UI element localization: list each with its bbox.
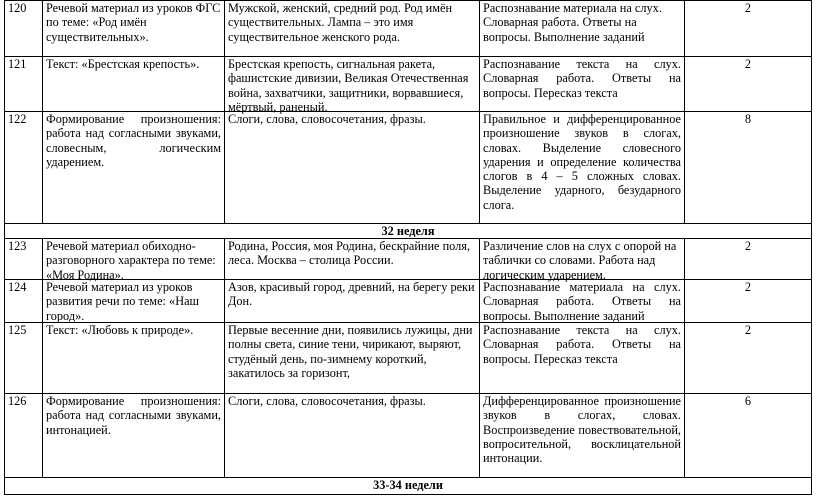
table-row <box>4 239 812 280</box>
lesson-hours: 2 <box>685 1 812 56</box>
lesson-content: Первые весенние дни, появились лужицы, дни полны света, синие тени, чирикают, выряют, студёный день, по-зимнему короткий, закатилось за горизонт, <box>225 323 480 393</box>
lesson-hours: 2 <box>685 323 812 393</box>
week-row <box>4 224 812 239</box>
lesson-number: 121 <box>5 57 43 111</box>
lesson-hours: 2 <box>685 239 812 279</box>
table-row <box>4 394 812 478</box>
week-label: 33-34 недели <box>5 478 812 494</box>
lesson-number: 124 <box>5 280 43 322</box>
lesson-content: Слоги, слова, словосочетания, фразы. <box>225 394 480 477</box>
lesson-content: Азов, красивый город, древний, на берегу реки Дон. <box>225 280 480 322</box>
table-row <box>4 57 812 112</box>
lesson-activity: Распознавание материала на слух. Словарная работа. Ответы на вопросы. Выполнение заданий <box>480 1 685 56</box>
lesson-activity: Распознавание материала на слух. Словарная работа. Ответы на вопросы. Выполнение заданий <box>480 280 685 322</box>
lesson-material: Формирование произношения: работа над согласными звуками, словесным, логическим ударением. <box>43 112 225 223</box>
lesson-hours: 8 <box>685 112 812 223</box>
lesson-material: Речевой материал из уроков ФГС по теме: «Род имён существительных». <box>43 1 225 56</box>
lesson-material: Текст: «Любовь к природе». <box>43 323 225 393</box>
lesson-content: Слоги, слова, словосочетания, фразы. <box>225 112 480 223</box>
table-row <box>4 0 812 57</box>
table-row <box>4 112 812 224</box>
table-row <box>4 323 812 394</box>
lesson-hours: 6 <box>685 394 812 477</box>
table-row <box>4 280 812 323</box>
lesson-material: Речевой материал обиходно-разговорного характера по теме: «Моя Родина». <box>43 239 225 279</box>
lesson-activity: Правильное и дифференцированное произношение звуков в слогах, словах. Выделение словесного ударения и определение количества слогов в 4 – 5 сложных словах. Выделение ударного, безударного слога. <box>480 112 685 223</box>
lesson-number: 122 <box>5 112 43 223</box>
lesson-content: Брестская крепость, сигнальная ракета, фашистские дивизии, Великая Отечественная война, захватчики, защитники, ворвавшиеся, мёртвый, раненый. <box>225 57 480 111</box>
lesson-material: Текст: «Брестская крепость». <box>43 57 225 111</box>
lesson-number: 123 <box>5 239 43 279</box>
lesson-activity: Распознавание текста на слух. Словарная работа. Ответы на вопросы. Пересказ текста <box>480 323 685 393</box>
lesson-content: Мужской, женский, средний род. Род имён существительных. Лампа – это имя существительное женского рода. <box>225 1 480 56</box>
lesson-material: Речевой материал из уроков развития речи по теме: «Наш город». <box>43 280 225 322</box>
lesson-hours: 2 <box>685 280 812 322</box>
lesson-activity: Дифференцированное произношение звуков в слогах, словах. Воспроизведение повествовательной, вопросительной, восклицательной интонации. <box>480 394 685 477</box>
curriculum-table <box>4 0 812 495</box>
lesson-number: 120 <box>5 1 43 56</box>
lesson-number: 125 <box>5 323 43 393</box>
lesson-hours: 2 <box>685 57 812 111</box>
lesson-content: Родина, Россия, моя Родина, бескрайние поля, леса. Москва – столица России. <box>225 239 480 279</box>
lesson-number: 126 <box>5 394 43 477</box>
lesson-activity: Различение слов на слух с опорой на таблички со словами. Работа над логическим ударением. <box>480 239 685 279</box>
week-row <box>4 478 812 495</box>
lesson-material: Формирование произношения: работа над согласными звуками, интонацией. <box>43 394 225 477</box>
lesson-activity: Распознавание текста на слух. Словарная работа. Ответы на вопросы. Пересказ текста <box>480 57 685 111</box>
week-label: 32 неделя <box>5 224 812 238</box>
